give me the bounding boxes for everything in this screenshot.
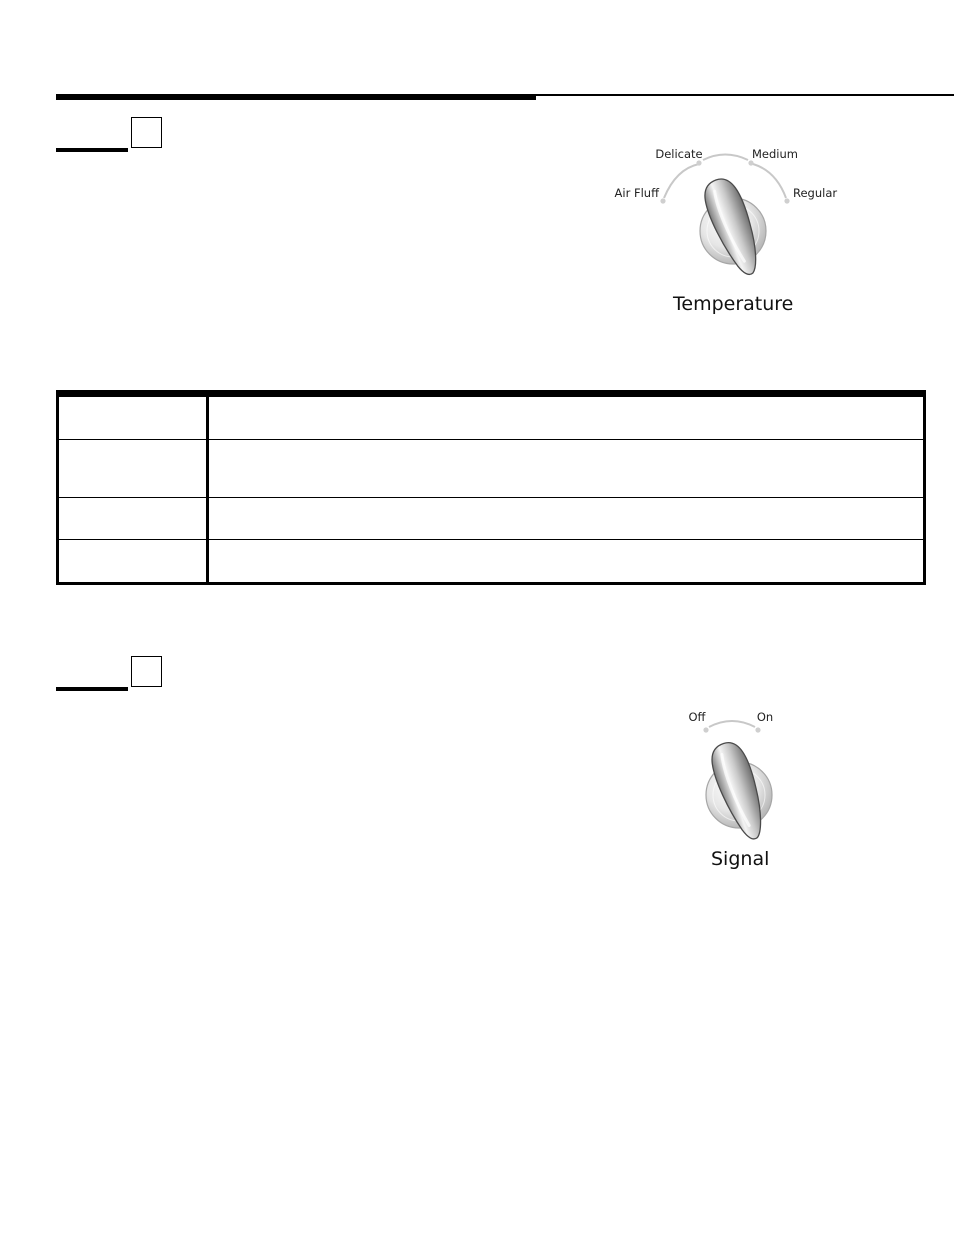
temperature-dot-medium [748, 160, 753, 165]
settings-table [56, 390, 926, 585]
table-row [58, 498, 925, 540]
temperature-dot-air-fluff [660, 198, 665, 203]
step-2-rule [56, 687, 128, 691]
signal-dial[interactable] [660, 700, 820, 845]
table-cell-setting [58, 394, 208, 440]
table-row [58, 440, 925, 498]
temperature-option-medium: Medium [752, 147, 798, 161]
table-cell-setting [58, 498, 208, 540]
table-cell-description [208, 440, 925, 498]
temperature-option-regular: Regular [793, 186, 838, 200]
step-1-number-box [131, 117, 162, 148]
table-cell-description [208, 394, 925, 440]
temperature-option-air-fluff: Air Fluff [614, 186, 659, 200]
temperature-dot-regular [784, 198, 789, 203]
temperature-option-delicate: Delicate [655, 147, 703, 161]
temperature-arc-top [703, 155, 748, 161]
step-1-rule [56, 148, 128, 152]
signal-option-off: Off [688, 710, 706, 724]
signal-dot-off [703, 727, 708, 732]
signal-dial-title: Signal [711, 848, 770, 870]
table-cell-setting [58, 440, 208, 498]
header-rule-thick [56, 94, 536, 100]
step-2-number-box [131, 656, 162, 687]
temperature-arc-left [664, 164, 699, 198]
table-cell-setting [58, 540, 208, 584]
temperature-dot-delicate [696, 160, 701, 165]
signal-arc [709, 721, 755, 727]
signal-option-on: On [756, 710, 774, 724]
temperature-dial[interactable] [600, 135, 850, 285]
table-cell-description [208, 540, 925, 584]
temperature-dial-title: Temperature [673, 293, 794, 315]
signal-dot-on [755, 727, 760, 732]
temperature-dial-graphic [600, 135, 850, 285]
table-row [58, 540, 925, 584]
temperature-arc-right [753, 164, 786, 198]
table-row [58, 394, 925, 440]
header-rule-thin [536, 94, 954, 96]
table-cell-description [208, 498, 925, 540]
signal-dial-graphic [660, 700, 820, 845]
